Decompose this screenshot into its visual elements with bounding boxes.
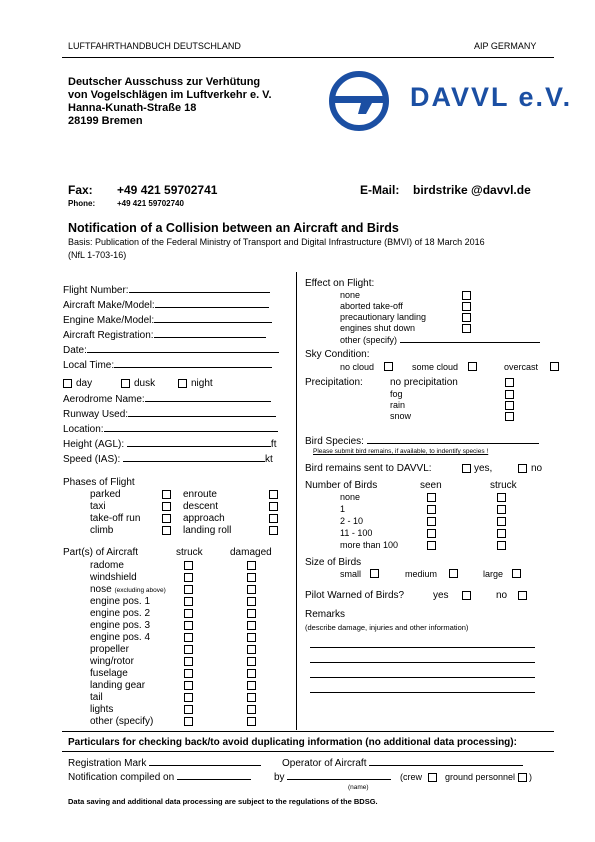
phase-descent: descent: [183, 501, 219, 512]
checkbox-taxi[interactable]: [162, 502, 171, 511]
field-line[interactable]: [369, 757, 523, 766]
remarks-line-2[interactable]: [310, 662, 535, 663]
field-compiled-on[interactable]: [68, 771, 251, 783]
number-option: 2 - 10: [340, 516, 364, 526]
nose-note: (excluding above): [114, 587, 166, 594]
field-date[interactable]: [63, 344, 279, 356]
part-label: [90, 608, 150, 619]
checkbox-part-damaged[interactable]: [247, 609, 256, 618]
close-paren: ): [529, 772, 532, 782]
checkbox-parked[interactable]: [162, 490, 171, 499]
field-label: Operator of Aircraft: [282, 758, 367, 769]
checkbox-part-damaged[interactable]: [247, 669, 256, 678]
effect-engines-shut: engines shut down: [340, 323, 416, 333]
field-by[interactable]: [274, 771, 391, 783]
field-line[interactable]: [155, 299, 269, 308]
footer-mid-rule: [62, 751, 554, 752]
sky-no-cloud: no cloud: [340, 362, 375, 372]
phase-landing: landing roll: [183, 525, 232, 536]
checkbox-part-struck[interactable]: [184, 633, 193, 642]
label-dusk: dusk: [134, 378, 156, 389]
field-line[interactable]: [149, 757, 261, 766]
remarks-line-3[interactable]: [310, 677, 535, 678]
running-header-left: LUFTFAHRTHANDBUCH DEUTSCHLAND: [68, 41, 241, 51]
checkbox-part-damaged[interactable]: [247, 693, 256, 702]
field-label: Location:: [63, 424, 104, 435]
checkbox-effect-aborted[interactable]: [462, 302, 471, 311]
remarks-note: (describe damage, injuries and other information): [305, 623, 469, 632]
checkbox-number-seen[interactable]: [427, 541, 436, 550]
label-night: night: [191, 378, 213, 389]
field-label: Registration Mark: [68, 758, 147, 769]
phases-title: Phases of Flight: [63, 477, 135, 488]
field-line[interactable]: [127, 438, 271, 447]
field-line[interactable]: [145, 393, 271, 402]
sky-title: Sky Condition:: [305, 349, 370, 360]
part-label: [90, 656, 134, 667]
name-note: (name): [348, 784, 369, 791]
part-label: [90, 632, 150, 643]
checkbox-large[interactable]: [512, 569, 521, 578]
pilot-no: no: [496, 590, 508, 601]
checkbox-part-damaged[interactable]: [247, 681, 256, 690]
checkbox-part-struck[interactable]: [184, 573, 193, 582]
part-label: [90, 668, 128, 679]
phase-taxi: taxi: [90, 501, 106, 512]
part-name: wing/rotor: [90, 656, 134, 667]
checkbox-no-cloud[interactable]: [384, 362, 393, 371]
part-name: engine pos. 3: [90, 620, 151, 631]
part-name: tail: [90, 692, 103, 703]
size-small: small: [340, 569, 362, 579]
checkbox-overcast[interactable]: [550, 362, 559, 371]
field-line[interactable]: [129, 284, 270, 293]
column-divider: [296, 272, 297, 730]
field-line[interactable]: [87, 344, 279, 353]
effect-none: none: [340, 290, 361, 300]
checkbox-part-struck[interactable]: [184, 693, 193, 702]
precip-title: Precipitation:: [305, 377, 363, 388]
checkbox-number-seen[interactable]: [427, 517, 436, 526]
effect-title: Effect on Flight:: [305, 278, 375, 289]
part-label: [90, 572, 137, 583]
remarks-line-1[interactable]: [310, 647, 535, 648]
checkbox-part-struck[interactable]: [184, 705, 193, 714]
unit-ft: ft: [270, 439, 277, 450]
checkbox-snow[interactable]: [505, 412, 514, 421]
phone-value: +49 421 59702740: [117, 199, 184, 208]
part-label: [90, 596, 150, 607]
part-name: engine pos. 4: [90, 632, 151, 643]
davvl-logo-icon: [328, 66, 390, 136]
checkbox-part-damaged[interactable]: [247, 573, 256, 582]
field-label: Aircraft Registration:: [63, 330, 154, 341]
precip-fog: fog: [390, 389, 403, 399]
checkbox-landing[interactable]: [269, 526, 278, 535]
checkbox-fog[interactable]: [505, 390, 514, 399]
size-medium: medium: [405, 569, 438, 579]
phase-parked: parked: [90, 489, 121, 500]
field-line[interactable]: [400, 334, 540, 343]
email-label: E-Mail:: [360, 183, 400, 197]
checkbox-part-damaged[interactable]: [247, 657, 256, 666]
sky-some-cloud: some cloud: [412, 362, 459, 372]
precip-rain: rain: [390, 400, 406, 410]
effect-aborted: aborted take-off: [340, 301, 403, 311]
org-line-3: Hanna-Kunath-Straße 18: [68, 102, 197, 114]
part-name: fuselage: [90, 668, 128, 679]
checkbox-takeoff[interactable]: [162, 514, 171, 523]
field-label: Local Time:: [63, 360, 115, 371]
data-protection-note: Data saving and additional data processing are subject to the regulations of the BDSG.: [68, 797, 378, 806]
field-location[interactable]: [63, 423, 278, 435]
checkbox-part-damaged[interactable]: [247, 717, 256, 726]
field-line[interactable]: [287, 771, 391, 780]
header-rule: [62, 57, 554, 58]
checkbox-part-struck[interactable]: [184, 645, 193, 654]
effect-precautionary: precautionary landing: [340, 312, 427, 322]
phase-takeoff: take-off run: [90, 513, 141, 524]
particulars-heading: Particulars for checking back/to avoid duplicating information (no additional data processing):: [68, 737, 517, 748]
field-line[interactable]: [123, 453, 265, 462]
field-local-time[interactable]: [63, 359, 272, 371]
checkbox-enroute[interactable]: [269, 490, 278, 499]
checkbox-number-struck[interactable]: [497, 517, 506, 526]
field-label: Runway Used:: [63, 409, 129, 420]
checkbox-part-damaged[interactable]: [247, 561, 256, 570]
checkbox-climb[interactable]: [162, 526, 171, 535]
checkbox-small[interactable]: [370, 569, 379, 578]
checkbox-part-damaged[interactable]: [247, 597, 256, 606]
parts-damaged-header: damaged: [230, 547, 272, 558]
org-line-1: Deutscher Ausschuss zur Verhütung: [68, 76, 261, 88]
checkbox-rain[interactable]: [505, 401, 514, 410]
part-label: [90, 644, 129, 655]
part-name: radome: [90, 560, 124, 571]
field-line[interactable]: [104, 423, 278, 432]
field-label: Bird Species:: [305, 436, 364, 447]
part-label: [90, 704, 113, 715]
checkbox-dusk[interactable]: [121, 379, 130, 388]
checkbox-approach[interactable]: [269, 514, 278, 523]
field-bird-species[interactable]: [305, 435, 539, 447]
precip-snow: snow: [390, 411, 412, 421]
checkbox-number-seen[interactable]: [427, 505, 436, 514]
checkbox-part-struck[interactable]: [184, 561, 193, 570]
email-value[interactable]: birdstrike @davvl.de: [413, 183, 531, 197]
part-label: [90, 692, 103, 703]
checkbox-day[interactable]: [63, 379, 72, 388]
org-line-2: von Vogelschlägen im Luftverkehr e. V.: [68, 89, 272, 101]
field-aircraft-registration[interactable]: [63, 329, 266, 341]
checkbox-crew[interactable]: [428, 773, 437, 782]
remains-yes: yes,: [474, 463, 493, 474]
checkbox-number-seen[interactable]: [427, 493, 436, 502]
part-label: [90, 560, 124, 571]
checkbox-effect-precautionary[interactable]: [462, 313, 471, 322]
number-option: 11 - 100: [340, 528, 373, 538]
part-name: landing gear: [90, 680, 146, 691]
field-height[interactable]: [63, 438, 276, 450]
checkbox-precip-none[interactable]: [505, 378, 514, 387]
checkbox-effect-engines[interactable]: [462, 324, 471, 333]
field-label: Height (AGL):: [63, 439, 125, 450]
part-name: other (specify): [90, 716, 154, 727]
part-name: propeller: [90, 644, 129, 655]
number-struck-header: struck: [490, 480, 517, 491]
field-speed[interactable]: [63, 453, 273, 465]
footer-top-rule: [62, 731, 554, 732]
remains-label: Bird remains sent to DAVVL:: [305, 463, 432, 474]
remarks-title: Remarks: [305, 609, 346, 620]
part-name: engine pos. 2: [90, 608, 151, 619]
checkbox-part-damaged[interactable]: [247, 585, 256, 594]
unit-kt: kt: [265, 454, 273, 465]
checkbox-part-struck[interactable]: [184, 621, 193, 630]
checkbox-part-struck[interactable]: [184, 585, 193, 594]
checkbox-part-damaged[interactable]: [247, 621, 256, 630]
checkbox-some-cloud[interactable]: [468, 362, 477, 371]
org-line-4: 28199 Bremen: [68, 115, 143, 127]
phase-enroute: enroute: [183, 489, 217, 500]
parts-struck-header: struck: [176, 547, 203, 558]
part-name: windshield: [90, 572, 137, 583]
field-line[interactable]: [367, 435, 539, 444]
part-label: [90, 620, 150, 631]
part-label: [90, 716, 153, 727]
precip-none: no precipitation: [390, 377, 458, 388]
size-large: large: [483, 569, 504, 579]
field-label: Aircraft Make/Model:: [63, 300, 155, 311]
phase-climb: climb: [90, 525, 114, 536]
field-label: by: [274, 772, 285, 783]
checkbox-remains-no[interactable]: [518, 464, 527, 473]
checkbox-number-struck[interactable]: [497, 505, 506, 514]
field-flight-number[interactable]: [63, 284, 270, 296]
number-seen-header: seen: [420, 480, 442, 491]
field-label: Flight Number:: [63, 285, 129, 296]
field-operator[interactable]: [282, 757, 523, 769]
number-option: none: [340, 492, 361, 502]
checkbox-medium[interactable]: [449, 569, 458, 578]
running-header-right: AIP GERMANY: [474, 41, 537, 51]
fax-value: +49 421 59702741: [117, 183, 218, 197]
field-registration-mark[interactable]: [68, 757, 261, 769]
checkbox-number-seen[interactable]: [427, 529, 436, 538]
crew-label: crew: [403, 772, 423, 782]
checkbox-part-struck[interactable]: [184, 717, 193, 726]
compiled-by-role: (crew: [400, 772, 423, 782]
field-runway[interactable]: [63, 408, 276, 420]
checkbox-part-struck[interactable]: [184, 597, 193, 606]
phone-label: Phone:: [68, 199, 96, 208]
checkbox-number-struck[interactable]: [497, 541, 506, 550]
checkbox-remains-yes[interactable]: [462, 464, 471, 473]
effect-other[interactable]: [340, 334, 540, 345]
basis-line-1: Basis: Publication of the Federal Ministry of Transport and Digital Infrastructure (BMVI) of 18 March 2016: [68, 237, 485, 247]
checkbox-part-struck[interactable]: [184, 609, 193, 618]
checkbox-ground[interactable]: [518, 773, 527, 782]
phase-approach: approach: [183, 513, 225, 524]
field-label: Speed (IAS):: [63, 454, 121, 465]
size-title: Size of Birds: [305, 557, 362, 568]
field-line[interactable]: [154, 329, 266, 338]
part-name: nose: [90, 584, 112, 595]
field-line[interactable]: [114, 359, 272, 368]
field-aerodrome[interactable]: [63, 393, 271, 405]
checkbox-part-struck[interactable]: [184, 657, 193, 666]
checkbox-number-struck[interactable]: [497, 529, 506, 538]
remains-no: no: [531, 463, 543, 474]
checkbox-descent[interactable]: [269, 502, 278, 511]
sky-overcast: overcast: [504, 362, 539, 372]
checkbox-part-struck[interactable]: [184, 681, 193, 690]
pilot-label: Pilot Warned of Birds?: [305, 590, 405, 601]
checkbox-part-damaged[interactable]: [247, 633, 256, 642]
logo-text: DAVVL e.V.: [410, 82, 573, 112]
basis-line-2: (NfL 1-703-16): [68, 250, 127, 260]
field-line[interactable]: [177, 771, 251, 780]
number-option: more than 100: [340, 540, 399, 550]
field-aircraft-make[interactable]: [63, 299, 269, 311]
checkbox-part-damaged[interactable]: [247, 645, 256, 654]
field-engine-make[interactable]: [63, 314, 272, 326]
field-line[interactable]: [154, 314, 272, 323]
checkbox-part-struck[interactable]: [184, 669, 193, 678]
field-label: Notification compiled on: [68, 772, 175, 783]
number-title: Number of Birds: [305, 480, 378, 491]
ground-label: ground personnel: [445, 772, 516, 782]
pilot-yes: yes: [433, 590, 449, 601]
parts-title: Part(s) of Aircraft: [63, 547, 139, 558]
checkbox-part-damaged[interactable]: [247, 705, 256, 714]
checkbox-night[interactable]: [178, 379, 187, 388]
checkbox-pilot-yes[interactable]: [462, 591, 471, 600]
number-option: 1: [340, 504, 346, 514]
org-address: [68, 76, 272, 128]
field-label: Date:: [63, 345, 87, 356]
effect-other-label: other (specify): [340, 335, 398, 345]
checkbox-effect-none[interactable]: [462, 291, 471, 300]
part-name: lights: [90, 704, 114, 715]
species-note: Please submit bird remains, if available, to indentify species !: [313, 448, 489, 455]
remarks-line-4[interactable]: [310, 692, 535, 693]
field-label: Aerodrome Name:: [63, 394, 145, 405]
part-name: engine pos. 1: [90, 596, 151, 607]
checkbox-pilot-no[interactable]: [518, 591, 527, 600]
part-label: [90, 584, 166, 595]
field-label: Engine Make/Model:: [63, 315, 155, 326]
part-label: [90, 680, 145, 691]
fax-label: Fax:: [68, 183, 93, 197]
label-day: day: [76, 378, 93, 389]
field-line[interactable]: [128, 408, 276, 417]
form-title: Notification of a Collision between an Aircraft and Birds: [68, 221, 399, 235]
checkbox-number-struck[interactable]: [497, 493, 506, 502]
